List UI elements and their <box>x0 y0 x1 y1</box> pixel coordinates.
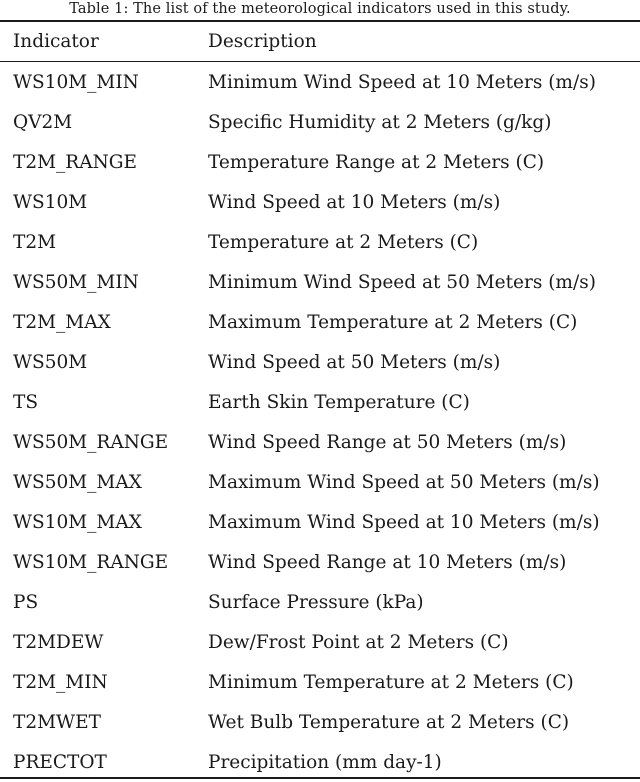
table-row <box>0 102 640 142</box>
table-row <box>0 62 640 102</box>
column-header-description: Description <box>208 30 317 52</box>
description-cell: Surface Pressure (kPa) <box>208 591 424 613</box>
table-row <box>0 742 640 782</box>
description-cell: Minimum Wind Speed at 50 Meters (m/s) <box>208 271 596 293</box>
description-cell: Wind Speed Range at 50 Meters (m/s) <box>208 431 567 453</box>
table-row <box>0 582 640 622</box>
table-row <box>0 382 640 422</box>
description-cell: Temperature Range at 2 Meters (C) <box>208 151 545 173</box>
indicator-cell: QV2M <box>13 111 73 133</box>
indicator-cell: WS10M_RANGE <box>13 551 169 573</box>
indicator-cell: PS <box>13 591 39 613</box>
indicator-cell: WS10M_MIN <box>13 71 139 93</box>
indicator-cell: WS50M_MIN <box>13 271 139 293</box>
indicator-cell: T2M_MAX <box>13 311 111 333</box>
indicator-cell: TS <box>13 391 39 413</box>
table-row <box>0 462 640 502</box>
indicator-cell: T2MDEW <box>13 631 104 653</box>
description-cell: Maximum Wind Speed at 10 Meters (m/s) <box>208 511 600 533</box>
table-row <box>0 702 640 742</box>
header-row <box>0 21 640 61</box>
bottom-rule <box>0 777 640 779</box>
indicator-cell: WS10M <box>13 191 88 213</box>
indicator-cell: WS10M_MAX <box>13 511 142 533</box>
description-cell: Minimum Temperature at 2 Meters (C) <box>208 671 574 693</box>
table-caption: Table 1: The list of the meteorological indicators used in this study. <box>69 1 571 17</box>
table-row <box>0 542 640 582</box>
indicator-cell: T2MWET <box>13 711 101 733</box>
description-cell: Minimum Wind Speed at 10 Meters (m/s) <box>208 71 596 93</box>
table-row <box>0 262 640 302</box>
table-row <box>0 302 640 342</box>
indicator-cell: WS50M_MAX <box>13 471 142 493</box>
description-cell: Specific Humidity at 2 Meters (g/kg) <box>208 111 552 133</box>
description-cell: Wind Speed Range at 10 Meters (m/s) <box>208 551 567 573</box>
indicators-table <box>0 62 640 782</box>
description-cell: Wind Speed at 50 Meters (m/s) <box>208 351 501 373</box>
indicator-cell: T2M_MIN <box>13 671 108 693</box>
indicator-cell: T2M <box>13 231 57 253</box>
table-row <box>0 222 640 262</box>
description-cell: Wet Bulb Temperature at 2 Meters (C) <box>208 711 570 733</box>
table-row <box>0 142 640 182</box>
table-row <box>0 622 640 662</box>
description-cell: Temperature at 2 Meters (C) <box>208 231 479 253</box>
indicator-cell: WS50M_RANGE <box>13 431 169 453</box>
description-cell: Earth Skin Temperature (C) <box>208 391 470 413</box>
table-row <box>0 422 640 462</box>
table-row <box>0 342 640 382</box>
description-cell: Maximum Wind Speed at 50 Meters (m/s) <box>208 471 600 493</box>
column-header-indicator: Indicator <box>13 30 99 52</box>
table-row <box>0 662 640 702</box>
indicator-cell: WS50M <box>13 351 88 373</box>
table-row <box>0 182 640 222</box>
description-cell: Dew/Frost Point at 2 Meters (C) <box>208 631 509 653</box>
table-body <box>0 62 640 782</box>
indicator-cell: PRECTOT <box>13 751 107 773</box>
description-cell: Maximum Temperature at 2 Meters (C) <box>208 311 578 333</box>
table-header <box>0 21 640 61</box>
table-row <box>0 502 640 542</box>
description-cell: Wind Speed at 10 Meters (m/s) <box>208 191 501 213</box>
indicator-cell: T2M_RANGE <box>13 151 138 173</box>
description-cell: Precipitation (mm day-1) <box>208 751 442 773</box>
